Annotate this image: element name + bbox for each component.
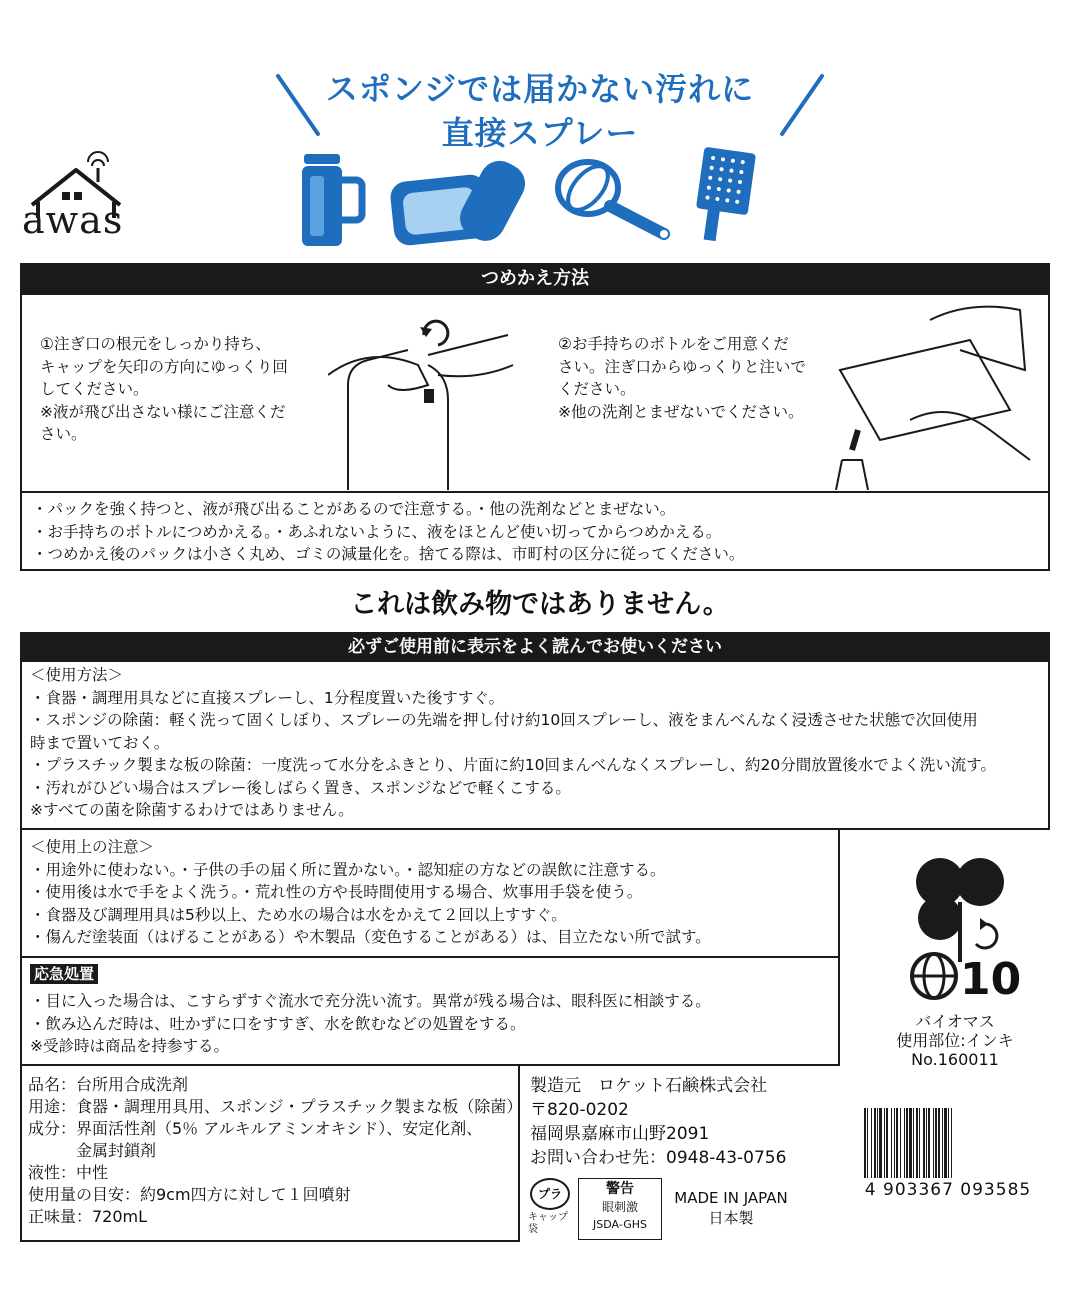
recycle-pla-icon: プラ — [530, 1178, 570, 1210]
barcode-bar — [904, 1108, 905, 1178]
product-line: 金属封鎖剤 — [28, 1141, 157, 1160]
caution-line: ・食器及び調理用具は5秒以上、ため水の場合は水をかえて２回以上すすぐ。 — [30, 905, 567, 924]
biomass-text: バイオマス 使用部位:インキ No.160011 — [896, 1012, 1014, 1069]
barcode-number: 4 903367 093585 — [864, 1180, 1032, 1200]
refill-note: ・パックを強く持つと、液が飛び出ることがあるので注意する。・他の洗剤などとまぜない。 — [32, 500, 676, 518]
usage-line: ・プラスチック製まな板の除菌：一度洗って水分をふきとり、片面に約10回まんべんなくスプレーし、約20分間放置後水でよく洗い流す。 — [30, 756, 997, 774]
grater-icon — [690, 146, 760, 246]
ghs-title: 警告 — [606, 1181, 634, 1197]
ghs-line: 眼刺激 — [601, 1200, 638, 1214]
usage-box — [20, 660, 1050, 830]
barcode-bar — [877, 1108, 878, 1178]
barcode-bar — [874, 1108, 876, 1178]
barcode-bar — [933, 1108, 934, 1178]
refill-note: ・つめかえ後のパックは小さく丸め、ゴミの減量化を。捨てる際は、市町村の区分に従ってください。 — [32, 545, 745, 563]
barcode-bar — [948, 1108, 949, 1178]
usage-line: 時まで置いておく。 — [30, 733, 170, 752]
barcode-bar — [891, 1108, 892, 1178]
refill-notes-box — [20, 491, 1050, 571]
headline-line1: スポンジでは届かない汚れに — [325, 70, 755, 108]
barcode-bar — [928, 1108, 930, 1178]
thermos-icon — [298, 150, 370, 250]
barcode-bar — [926, 1108, 927, 1178]
product-line: 使用量の目安：約9cm四方に対して１回噴射 — [28, 1185, 351, 1204]
first-aid-box — [20, 956, 840, 1066]
product-line: 用途：食器・調理用具用、スポンジ・プラスチック製まな板（除菌） — [28, 1097, 523, 1116]
product-line: 成分：界面活性剤（5％ アルキルアミンオキシド）、安定化剤、 — [28, 1119, 483, 1138]
barcode-bar — [900, 1108, 901, 1178]
brand-logo: awas — [22, 198, 124, 242]
usage-heading: ＜使用方法＞ — [30, 666, 124, 684]
pouring-illustration — [820, 300, 1045, 490]
barcode-bar — [894, 1108, 895, 1178]
usage-title-bar: 必ずご使用前に表示をよく読んでお使いください — [20, 632, 1050, 662]
barcode-bar — [884, 1108, 885, 1178]
headline-line2: 直接スプレー — [441, 114, 639, 152]
usage-line: ・スポンジの除菌：軽く洗って固くしぼり、スプレーの先端を押し付け約10回スプレーし、液をまんべんなく浸透させた状態で次回使用 — [30, 711, 978, 729]
ghs-line: JSDA-GHS — [593, 1218, 647, 1231]
barcode-bar — [906, 1108, 908, 1178]
biomass-number: 10 — [960, 954, 1022, 1005]
caution-line: ・傷んだ塗装面（はげることがある）や木製品（変色することがある）は、目立たない所で試す。 — [30, 928, 711, 946]
first-aid-line: ※受診時は商品を持参する。 — [30, 1037, 229, 1055]
refill-note: ・お手持ちのボトルにつめかえる。・あふれないように、液をほとんど使い切ってからつめかえる。 — [32, 522, 722, 541]
refill-title-bar: つめかえ方法 — [20, 263, 1050, 295]
first-aid-label: 応急処置 — [30, 964, 98, 984]
first-aid-line: ・飲み込んだ時は、吐かずに口をすすぎ、水を飲むなどの処置をする。 — [30, 1014, 526, 1033]
maker-info: 製造元 ロケット石鹸株式会社 〒820-0202 福岡県嘉麻市山野2091 お問い合わせ先：0948-43-0756 — [530, 1076, 787, 1168]
barcode-bar — [867, 1108, 868, 1178]
caution-heading: ＜使用上の注意＞ — [30, 838, 155, 856]
caution-line: ・用途外に使わない。・子供の手の届く所に置かない。・認知症の方などの誤飲に注意する。 — [30, 860, 666, 879]
barcode-bar — [951, 1108, 952, 1178]
barcode-bar — [938, 1108, 940, 1178]
refill-step2: ②お手持ちのボトルをご用意くだ さい。注ぎ口からゆっくりと注いで ください。 ※他の洗剤とまぜないでください。 — [558, 335, 806, 421]
usage-line: ・汚れがひどい場合はスプレー後しばらく置き、スポンジなどで軽くこする。 — [30, 778, 571, 797]
food-container-icon — [388, 150, 528, 250]
barcode-bar — [916, 1108, 918, 1178]
cap-twist-illustration — [328, 305, 528, 490]
barcode-bar — [942, 1108, 943, 1178]
barcode-bar — [864, 1108, 866, 1178]
barcode-bar — [886, 1108, 888, 1178]
accent-strokes — [270, 68, 830, 138]
product-line: 正味量：720mL — [28, 1207, 148, 1226]
barcode-bar — [913, 1108, 914, 1178]
barcode-bar — [944, 1108, 947, 1178]
barcode-bar — [935, 1108, 937, 1178]
recycle-caption: キャップ 袋 — [528, 1212, 568, 1235]
first-aid-line: ・目に入った場合は、こすらずすぐ流水で充分洗い流す。異常が残る場合は、眼科医に相談する。 — [30, 992, 711, 1010]
barcode-bar — [909, 1108, 912, 1178]
caution-box — [20, 828, 840, 958]
barcode-bar — [879, 1108, 882, 1178]
refill-step1: ①注ぎ口の根元をしっかり持ち、 キャップを矢印の方向にゆっくり回 してください。 ※液が飛び出さない様にご注意くだ さい。 — [40, 335, 288, 443]
barcode — [860, 1108, 1050, 1180]
usage-line: ・食器・調理用具などに直接スプレーし、1分程度置いた後すすぐ。 — [30, 688, 505, 707]
whisk-icon — [552, 150, 682, 250]
barcode-bar — [919, 1108, 920, 1178]
product-line: 品名：台所用合成洗剤 — [28, 1075, 189, 1094]
barcode-bar — [871, 1108, 872, 1178]
usage-line: ※すべての菌を除菌するわけではありません。 — [30, 801, 354, 819]
not-a-beverage-warning: これは飲み物ではありません。 — [350, 589, 730, 620]
product-info-box — [20, 1064, 523, 1242]
caution-line: ・使用後は水で手をよく洗う。・荒れ性の方や長時間使用する場合、炊事用手袋を使う。 — [30, 883, 643, 901]
barcode-bar — [896, 1108, 898, 1178]
product-line: 液性：中性 — [28, 1163, 109, 1182]
ghs-label-box — [578, 1178, 662, 1240]
origin-label: MADE IN JAPAN 日本製 — [674, 1189, 788, 1227]
barcode-bar — [923, 1108, 925, 1178]
